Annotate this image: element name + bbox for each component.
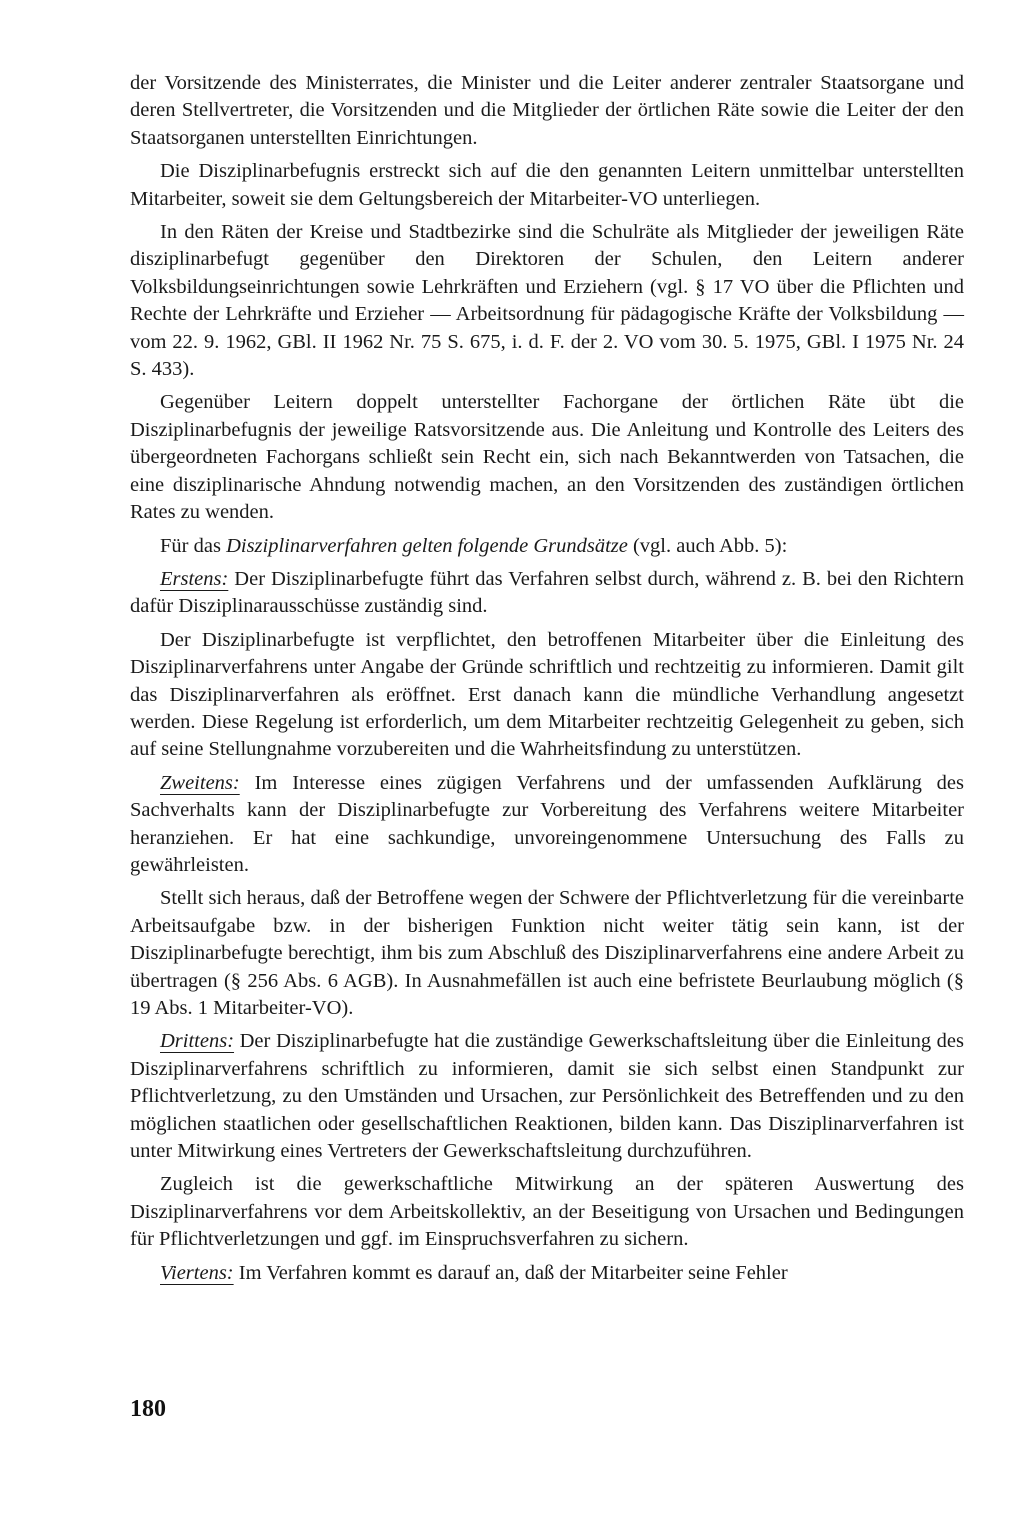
text-run: Im Interesse eines zügigen Verfahrens und der umfassenden Aufklärung des Sachverhalts kann der Disziplinarbefugte zur Vorbereitung des Verfahrens weitere Mitarbeiter heranziehen. Er hat eine sachkundige, unvoreingenommene Untersuchung des Falls zu gewährleisten. <box>130 771 964 876</box>
text-run: Für das <box>160 534 227 557</box>
document-page <box>130 70 964 1293</box>
paragraph-first-principle <box>130 566 964 621</box>
paragraph: Zugleich ist die gewerkschaftliche Mitwirkung an der späteren Auswertung des Disziplinarverfahrens vor dem Arbeitskollektiv, an der Beseitigung von Ursachen und Bedingungen für Pflichtverletzungen und ggf. im Einspruchsverfahren zu sichern. <box>130 1173 964 1251</box>
paragraph-third-principle <box>130 1028 964 1165</box>
principle-heading: Erstens: <box>160 567 229 590</box>
principle-heading: Zweitens: <box>160 771 240 794</box>
paragraph: Der Disziplinarbefugte ist verpflichtet, den betroffenen Mitarbeiter über die Einleitung des Disziplinarverfahrens unter Angabe der Gründe schriftlich und rechtzeitig zu informieren. Damit gilt das Disziplinarverfahren als eröffnet. Erst danach kann die mündliche Verhandlung angesetzt werden. Diese Regelung ist erforderlich, um dem Mitarbeiter rechtzeitig Gelegenheit zu geben, sich auf seine Stellungnahme vorzubereiten und die Wahrheitsfindung zu unterstützen. <box>130 628 964 761</box>
paragraph: Gegenüber Leitern doppelt unterstellter Fachorgane der örtlichen Räte übt die Disziplinarbefugnis der jeweilige Ratsvorsitzende aus. Die Anleitung und Kontrolle des Leiters des übergeordneten Fachorgans schließt sein Recht ein, sich nach Bekanntwerden von Tatsachen, die eine disziplinarische Ahndung notwendig machen, an den Vorsitzenden des zuständigen örtlichen Rates zu wenden. <box>130 391 964 524</box>
principle-heading: Viertens: <box>160 1261 234 1284</box>
paragraph: Stellt sich heraus, daß der Betroffene wegen der Schwere der Pflichtverletzung für die vereinbarte Arbeitsaufgabe bzw. in der bisherigen Funktion nicht weiter tätig sein kann, ist der Disziplinarbefugte berechtigt, ihm bis zum Abschluß des Disziplinarverfahrens eine andere Arbeit zu übertragen (§ 256 Abs. 6 AGB). In Ausnahmefällen ist auch eine befristete Beurlaubung möglich (§ 19 Abs. 1 Mitarbeiter-VO). <box>130 887 964 1019</box>
text-run: Der Disziplinarbefugte hat die zuständige Gewerkschaftsleitung über die Einleitung des Disziplinarverfahrens schriftlich zu informieren, damit sie sich selbst einen Standpunkt zur Pflichtverletzung, zu den Umständen und Ursachen, zur Persönlichkeit des Betreffenden und zu den möglichen staatlichen oder gesellschaftlichen Reaktionen, bilden kann. Das Disziplinarverfahren ist unter Mitwirkung eines Vertreters der Gewerkschaftsleitung durchzuführen. <box>130 1030 964 1163</box>
paragraph-principles-intro <box>130 533 964 560</box>
principle-heading: Drittens: <box>160 1030 235 1053</box>
paragraph: der Vorsitzende des Ministerrates, die Minister und die Leiter anderer zentraler Staatsorgane und deren Stellvertreter, die Vorsitzenden und die Mitglieder der örtlichen Räte sowie die Leiter der den Staatsorganen unterstellten Einrichtungen. <box>130 72 964 149</box>
text-run: Der Disziplinarbefugte führt das Verfahren selbst durch, während z. B. bei den Richtern dafür Disziplinarausschüsse zuständig sind. <box>130 567 964 618</box>
paragraph-fourth-principle <box>130 1260 964 1287</box>
paragraph: Die Disziplinarbefugnis erstreckt sich auf die den genannten Leitern unmittelbar unterstellten Mitarbeiter, soweit sie dem Geltungsbereich der Mitarbeiter-VO unterliegen. <box>130 160 964 210</box>
paragraph-second-principle <box>130 770 964 880</box>
emphasis-text: Disziplinarverfahren gelten folgende Grundsätze <box>226 534 628 557</box>
page-number: 180 <box>130 1396 166 1422</box>
paragraph: In den Räten der Kreise und Stadtbezirke sind die Schulräte als Mitglieder der jeweiligen Räte disziplinarbefugt gegenüber den Direktoren der Schulen, den Leitern anderer Volksbildungseinrichtungen sowie Lehrkräften und Erziehern (vgl. § 17 VO über die Pflichten und Rechte der Lehrkräfte und Erzieher — Arbeitsordnung für pädagogische Kräfte der Volksbildung — vom 22. 9. 1962, GBl. II 1962 Nr. 75 S. 675, i. d. F. der 2. VO vom 30. 5. 1975, GBl. I 1975 Nr. 24 S. 433). <box>130 221 964 381</box>
text-run: (vgl. auch Abb. 5): <box>627 534 788 557</box>
text-run: Im Verfahren kommt es darauf an, daß der Mitarbeiter seine Fehler <box>233 1261 788 1284</box>
